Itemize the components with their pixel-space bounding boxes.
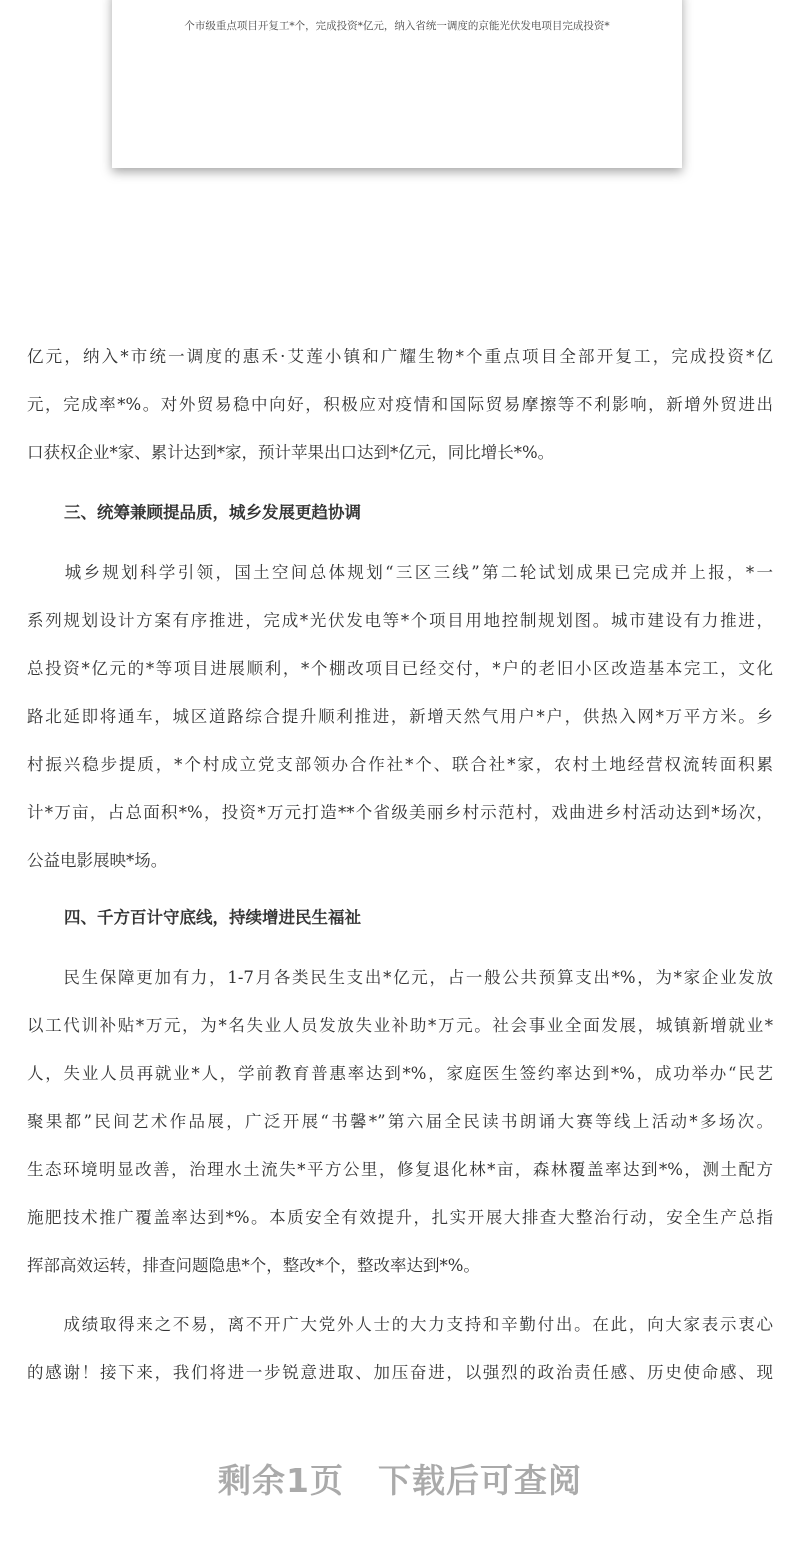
text-line: 元，完成率*%。对外贸易稳中向好，积极应对疫情和国际贸易摩擦等不利影响，新增外贸进出 — [27, 395, 773, 414]
text-line: 总投资*亿元的*等项目进展顺利，*个棚改项目已经交付，*户的老旧小区改造基本完工，文化 — [27, 659, 773, 678]
text-line: 的感谢！接下来，我们将进一步锐意进取、加压奋进，以强烈的政治责任感、历史使命感、现 — [27, 1363, 773, 1382]
text-line: 生态环境明显改善，治理水土流失*平方公里，修复退化林*亩，森林覆盖率达到*%，测土配方 — [27, 1160, 773, 1179]
text-line: 公益电影展映*场。 — [27, 851, 168, 870]
text-line: 民生保障更加有力，1-7月各类民生支出*亿元，占一般公共预算支出*%，为*家企业发放 — [27, 968, 773, 987]
text-line: 城乡规划科学引领，国土空间总体规划“三区三线”第二轮试划成果已完成并上报，*一 — [27, 563, 773, 582]
text-line: 系列规划设计方案有序推进，完成*光伏发电等*个项目用地控制规划图。城市建设有力推进， — [27, 611, 773, 630]
paragraph-3 — [27, 954, 773, 1290]
text-line: 成绩取得来之不易，离不开广大党外人士的大力支持和辛勤付出。在此，向大家表示衷心 — [27, 1315, 773, 1334]
heading-text: 三、统筹兼顾提品质，城乡发展更趋协调 — [64, 503, 361, 522]
text-line: 人，失业人员再就业*人，学前教育普惠率达到*%，家庭医生签约率达到*%，成功举办“民艺 — [27, 1064, 773, 1083]
paragraph-1 — [27, 333, 773, 477]
text-line: 以工代训补贴*万元，为*名失业人员发放失业补助*万元。社会事业全面发展，城镇新增就业* — [27, 1016, 773, 1035]
text-line: 挥部高效运转，排查问题隐患*个，整改*个，整改率达到*%。 — [27, 1256, 480, 1275]
download-prompt[interactable] — [0, 1455, 800, 1502]
text-line: 村振兴稳步提质，*个村成立党支部领办合作社*个、联合社*家，农村土地经营权流转面积累 — [27, 755, 773, 774]
section-heading-4 — [27, 894, 773, 942]
text-line: 亿元，纳入*市统一调度的惠禾·艾莲小镇和广耀生物*个重点项目全部开复工，完成投资*亿 — [27, 347, 773, 366]
heading-text: 四、千方百计守底线，持续增进民生福祉 — [64, 908, 361, 927]
text-line: 聚果都”民间艺术作品展，广泛开展“书馨*”第六届全民读书朗诵大赛等线上活动*多场次。 — [27, 1112, 773, 1131]
text-line: 口获权企业*家、累计达到*家，预计苹果出口达到*亿元，同比增长*%。 — [27, 443, 555, 462]
text-line: 计*万亩，占总面积*%，投资*万元打造**个省级美丽乡村示范村，戏曲进乡村活动达到*场次， — [27, 803, 773, 822]
text-line: 路北延即将通车，城区道路综合提升顺利推进，新增天然气用户*户，供热入网*万平方米。乡 — [27, 707, 773, 726]
text-line: 施肥技术推广覆盖率达到*%。本质安全有效提升，扎实开展大排查大整治行动，安全生产总指 — [27, 1208, 773, 1227]
paragraph-4 — [27, 1301, 773, 1397]
section-heading-3 — [27, 489, 773, 537]
preview-text-line: 个市级重点项目开复工*个，完成投资*亿元，纳入省统一调度的京能光伏发电项目完成投资* — [184, 20, 610, 32]
paragraph-2 — [27, 549, 773, 885]
remaining-pages-label: 剩余1页 — [218, 1461, 344, 1500]
document-preview-card — [112, 0, 682, 168]
download-to-view-label[interactable]: 下载后可查阅 — [377, 1461, 582, 1500]
